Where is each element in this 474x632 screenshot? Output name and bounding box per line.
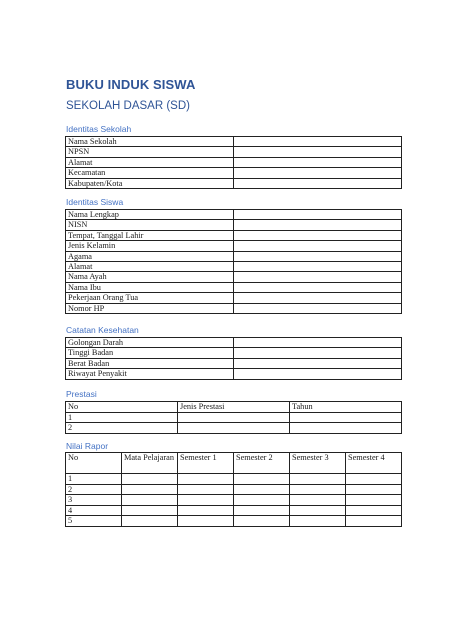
table-cell [346,484,402,495]
field-value [234,348,402,358]
table-prestasi [65,401,402,434]
table-row [66,251,402,261]
table-cell [290,474,346,485]
field-value [234,178,402,188]
table-row [66,220,402,230]
column-header: Mata Pelajaran [122,453,178,474]
table-cell [178,474,234,485]
field-value [234,272,402,282]
column-header: Semester 4 [346,453,402,474]
table-cell [234,505,290,516]
field-label: Nama Ibu [66,282,234,292]
table-identitas-siswa [65,209,402,314]
field-label: Agama [66,251,234,261]
field-label: Nama Ayah [66,272,234,282]
field-label: Kabupaten/Kota [66,178,234,188]
field-value [234,220,402,230]
table-cell [346,474,402,485]
field-label: Riwayat Penyakit [66,369,234,379]
table-row [66,484,402,495]
field-value [234,262,402,272]
field-label: Jenis Kelamin [66,241,234,251]
column-header: Semester 3 [290,453,346,474]
table-cell [178,484,234,495]
table-cell [234,516,290,527]
section-heading-identitas-siswa: Identitas Siswa [66,197,124,207]
table-row [66,516,402,527]
field-label: Alamat [66,157,234,167]
table-row [66,210,402,220]
table-header-row [66,453,402,474]
table-row [66,168,402,178]
row-number: 1 [66,474,122,485]
table-cell [346,505,402,516]
table-cell [122,516,178,527]
table-cell [234,474,290,485]
field-value [234,338,402,348]
row-number: 1 [66,412,178,423]
field-label: NISN [66,220,234,230]
document-title: BUKU INDUK SISWA [66,77,196,92]
table-row [66,474,402,485]
table-row [66,412,402,423]
table-cell [178,495,234,506]
table-cell [122,505,178,516]
table-cell [178,505,234,516]
column-header: Semester 1 [178,453,234,474]
table-row [66,157,402,167]
table-cell [178,412,290,423]
field-label: Nomor HP [66,303,234,313]
table-identitas-sekolah [65,136,402,189]
table-row [66,338,402,348]
table-row [66,137,402,147]
table-row [66,505,402,516]
field-value [234,358,402,368]
row-number: 3 [66,495,122,506]
table-nilai-rapor [65,452,402,527]
row-number: 4 [66,505,122,516]
table-row [66,495,402,506]
table-row [66,423,402,434]
field-label: Pekerjaan Orang Tua [66,293,234,303]
field-label: Tinggi Badan [66,348,234,358]
field-label: Tempat, Tanggal Lahir [66,230,234,240]
table-cell [290,412,402,423]
field-value [234,157,402,167]
row-number: 2 [66,423,178,434]
table-cell [290,505,346,516]
table-cell [290,484,346,495]
section-heading-identitas-sekolah: Identitas Sekolah [66,124,132,134]
table-row [66,147,402,157]
field-label: NPSN [66,147,234,157]
field-value [234,168,402,178]
field-value [234,230,402,240]
table-cell [122,495,178,506]
field-label: Golongan Darah [66,338,234,348]
field-label: Nama Lengkap [66,210,234,220]
table-row [66,303,402,313]
table-row [66,262,402,272]
table-row [66,178,402,188]
table-cell [122,484,178,495]
table-cell [346,516,402,527]
column-header: Tahun [290,402,402,413]
column-header: No [66,402,178,413]
field-label: Nama Sekolah [66,137,234,147]
field-value [234,293,402,303]
column-header: Semester 2 [234,453,290,474]
section-heading-nilai-rapor: Nilai Rapor [66,441,109,451]
field-value [234,369,402,379]
table-row [66,230,402,240]
field-value [234,282,402,292]
field-value [234,251,402,261]
table-cell [122,474,178,485]
table-cell [290,423,402,434]
table-cell [234,484,290,495]
table-row [66,369,402,379]
table-catatan-kesehatan [65,337,402,380]
document-subtitle: SEKOLAH DASAR (SD) [66,100,190,112]
field-value [234,210,402,220]
column-header: No [66,453,122,474]
field-value [234,147,402,157]
table-row [66,293,402,303]
table-cell [178,516,234,527]
section-heading-catatan-kesehatan: Catatan Kesehatan [66,325,139,335]
table-row [66,358,402,368]
field-value [234,137,402,147]
table-row [66,241,402,251]
field-value [234,241,402,251]
field-label: Alamat [66,262,234,272]
row-number: 5 [66,516,122,527]
table-row [66,272,402,282]
column-header: Jenis Prestasi [178,402,290,413]
row-number: 2 [66,484,122,495]
table-row [66,282,402,292]
field-value [234,303,402,313]
field-label: Kecamatan [66,168,234,178]
table-cell [290,495,346,506]
table-row [66,348,402,358]
table-cell [234,495,290,506]
field-label: Berat Badan [66,358,234,368]
table-header-row [66,402,402,413]
table-cell [178,423,290,434]
table-cell [346,495,402,506]
section-heading-prestasi: Prestasi [66,389,97,399]
table-cell [290,516,346,527]
